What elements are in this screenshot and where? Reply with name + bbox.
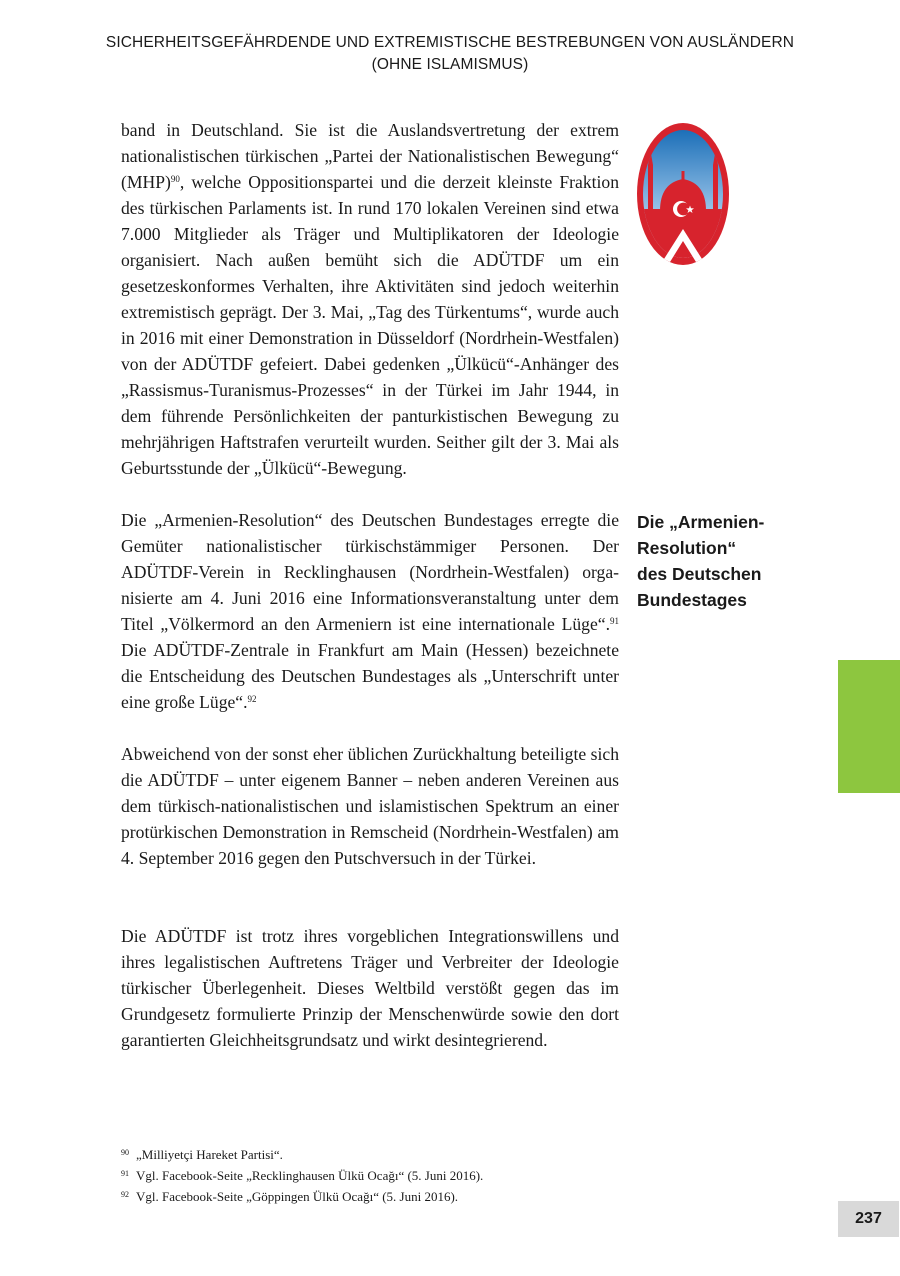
marginal-heading-line3: des Deutschen — [637, 564, 762, 584]
paragraph-1-text-a: band in Deutschland. Sie ist die Auslandsvertretung der extrem nationalistischen türkischen „Partei der Nationalistischen Bewegung“ (MHP) — [121, 120, 619, 192]
footnotes — [121, 1144, 721, 1207]
mosque-emblem-icon — [636, 121, 730, 267]
chapter-color-tab — [838, 660, 900, 793]
paragraph-4: Die ADÜTDF ist trotz ihres vorgeblichen Integrationswillens und ihres legalistischen Auftretens Träger und Verbreiter der Ideologie türkischer Überlegenheit. Dieses Weltbild verstößt gegen das im Grundgesetz formulierte Prinzip der Menschenwürde sowie den dort garantierten Gleichheitsgrundsatz und wirkt desintegrierend. — [121, 926, 619, 1050]
running-header-line1: SICHERHEITSGEFÄHRDENDE UND EXTREMISTISCHE BESTREBUNGEN VON AUSLÄNDERN — [105, 34, 795, 51]
marginal-heading-line1: Die „Armenien- — [637, 512, 765, 532]
marginal-heading — [637, 509, 797, 613]
marginal-heading-line2: Resolution“ — [637, 538, 737, 558]
footnote: 92 Vgl. Facebook-Seite „Göppingen Ülkü Ocağı“ (5. Juni 2016). — [121, 1189, 459, 1204]
footnote: 90 „Milliyetçi Hareket Partisi“. — [121, 1147, 283, 1162]
paragraph-2 — [121, 507, 619, 715]
paragraph-1 — [121, 117, 619, 481]
page-number: 237 — [838, 1201, 899, 1237]
paragraph-2-text-a: Die „Armenien-Resolution“ des Deutschen Bundestages erregte die Gemüter nationalistischer türkischstämmiger Personen. Der ADÜTDF-Verein in Recklinghausen (Nordrhein-Westfalen) organisierte am 4. Juni 2016 eine Informationsveranstaltung unter dem Titel „Völkermord an den Armeniern ist eine internationale Lüge“. — [121, 510, 619, 634]
paragraph-3: Abweichend von der sonst eher üblichen Zurückhaltung beteiligte sich die ADÜTDF – unter eigenem Banner – neben anderen Vereinen aus dem türkisch-nationalistischen und islamistischen Spektrum an einer protürkischen Demonstration in Remscheid (Nordrhein-Westfalen) am 4. September 2016 gegen den Putschversuch in der Türkei. — [121, 744, 619, 868]
running-header — [0, 32, 900, 76]
paragraph-1-text-b: , welche Oppositionspartei und die derzeit kleinste Fraktion des türkischen Parlaments ist. In rund 170 lokalen Vereinen sind etwa 7.000 Mitglieder als Träger und Multiplikatoren der Ideologie organisiert. Nach außen bemüht sich die ADÜTDF um ein gesetzeskonformes Verhalten, ihre Aktivitäten sind jedoch weiterhin extremistisch geprägt. Der 3. Mai, „Tag des Türkentums“, wurde auch in 2016 mit einer Demonstration in Düsseldorf (Nordrhein-Westfalen) von der ADÜTDF gefeiert. Dabei gedenken „Ülkücü“-Anhänger des „Rassismus-Turanismus-Prozesses“ in der Türkei im Jahr 1944, in dem führende Persönlichkeiten der panturkistischen Bewegung zu mehrjährigen Haftstrafen verurteilt wurden. Seither gilt der 3. Mai als Geburtsstunde der „Ülkücü“-Bewegung. — [121, 172, 619, 478]
footnote-ref-91: 91 — [610, 616, 619, 626]
marginal-heading-line4: Bundestages — [637, 590, 747, 610]
footnote: 91 Vgl. Facebook-Seite „Recklinghausen Ülkü Ocağı“ (5. Juni 2016). — [121, 1168, 484, 1183]
paragraph-2-text-b: Die ADÜTDF-Zentrale in Frankfurt am Main (Hessen) bezeichnete die Entscheidung des Deutschen Bundestages als „Unterschrift unter eine große Lüge“. — [121, 640, 619, 712]
running-header-line2: (OHNE ISLAMISMUS) — [371, 56, 529, 73]
footnote-ref-90: 90 — [170, 174, 180, 184]
footnote-ref-92: 92 — [247, 694, 257, 704]
